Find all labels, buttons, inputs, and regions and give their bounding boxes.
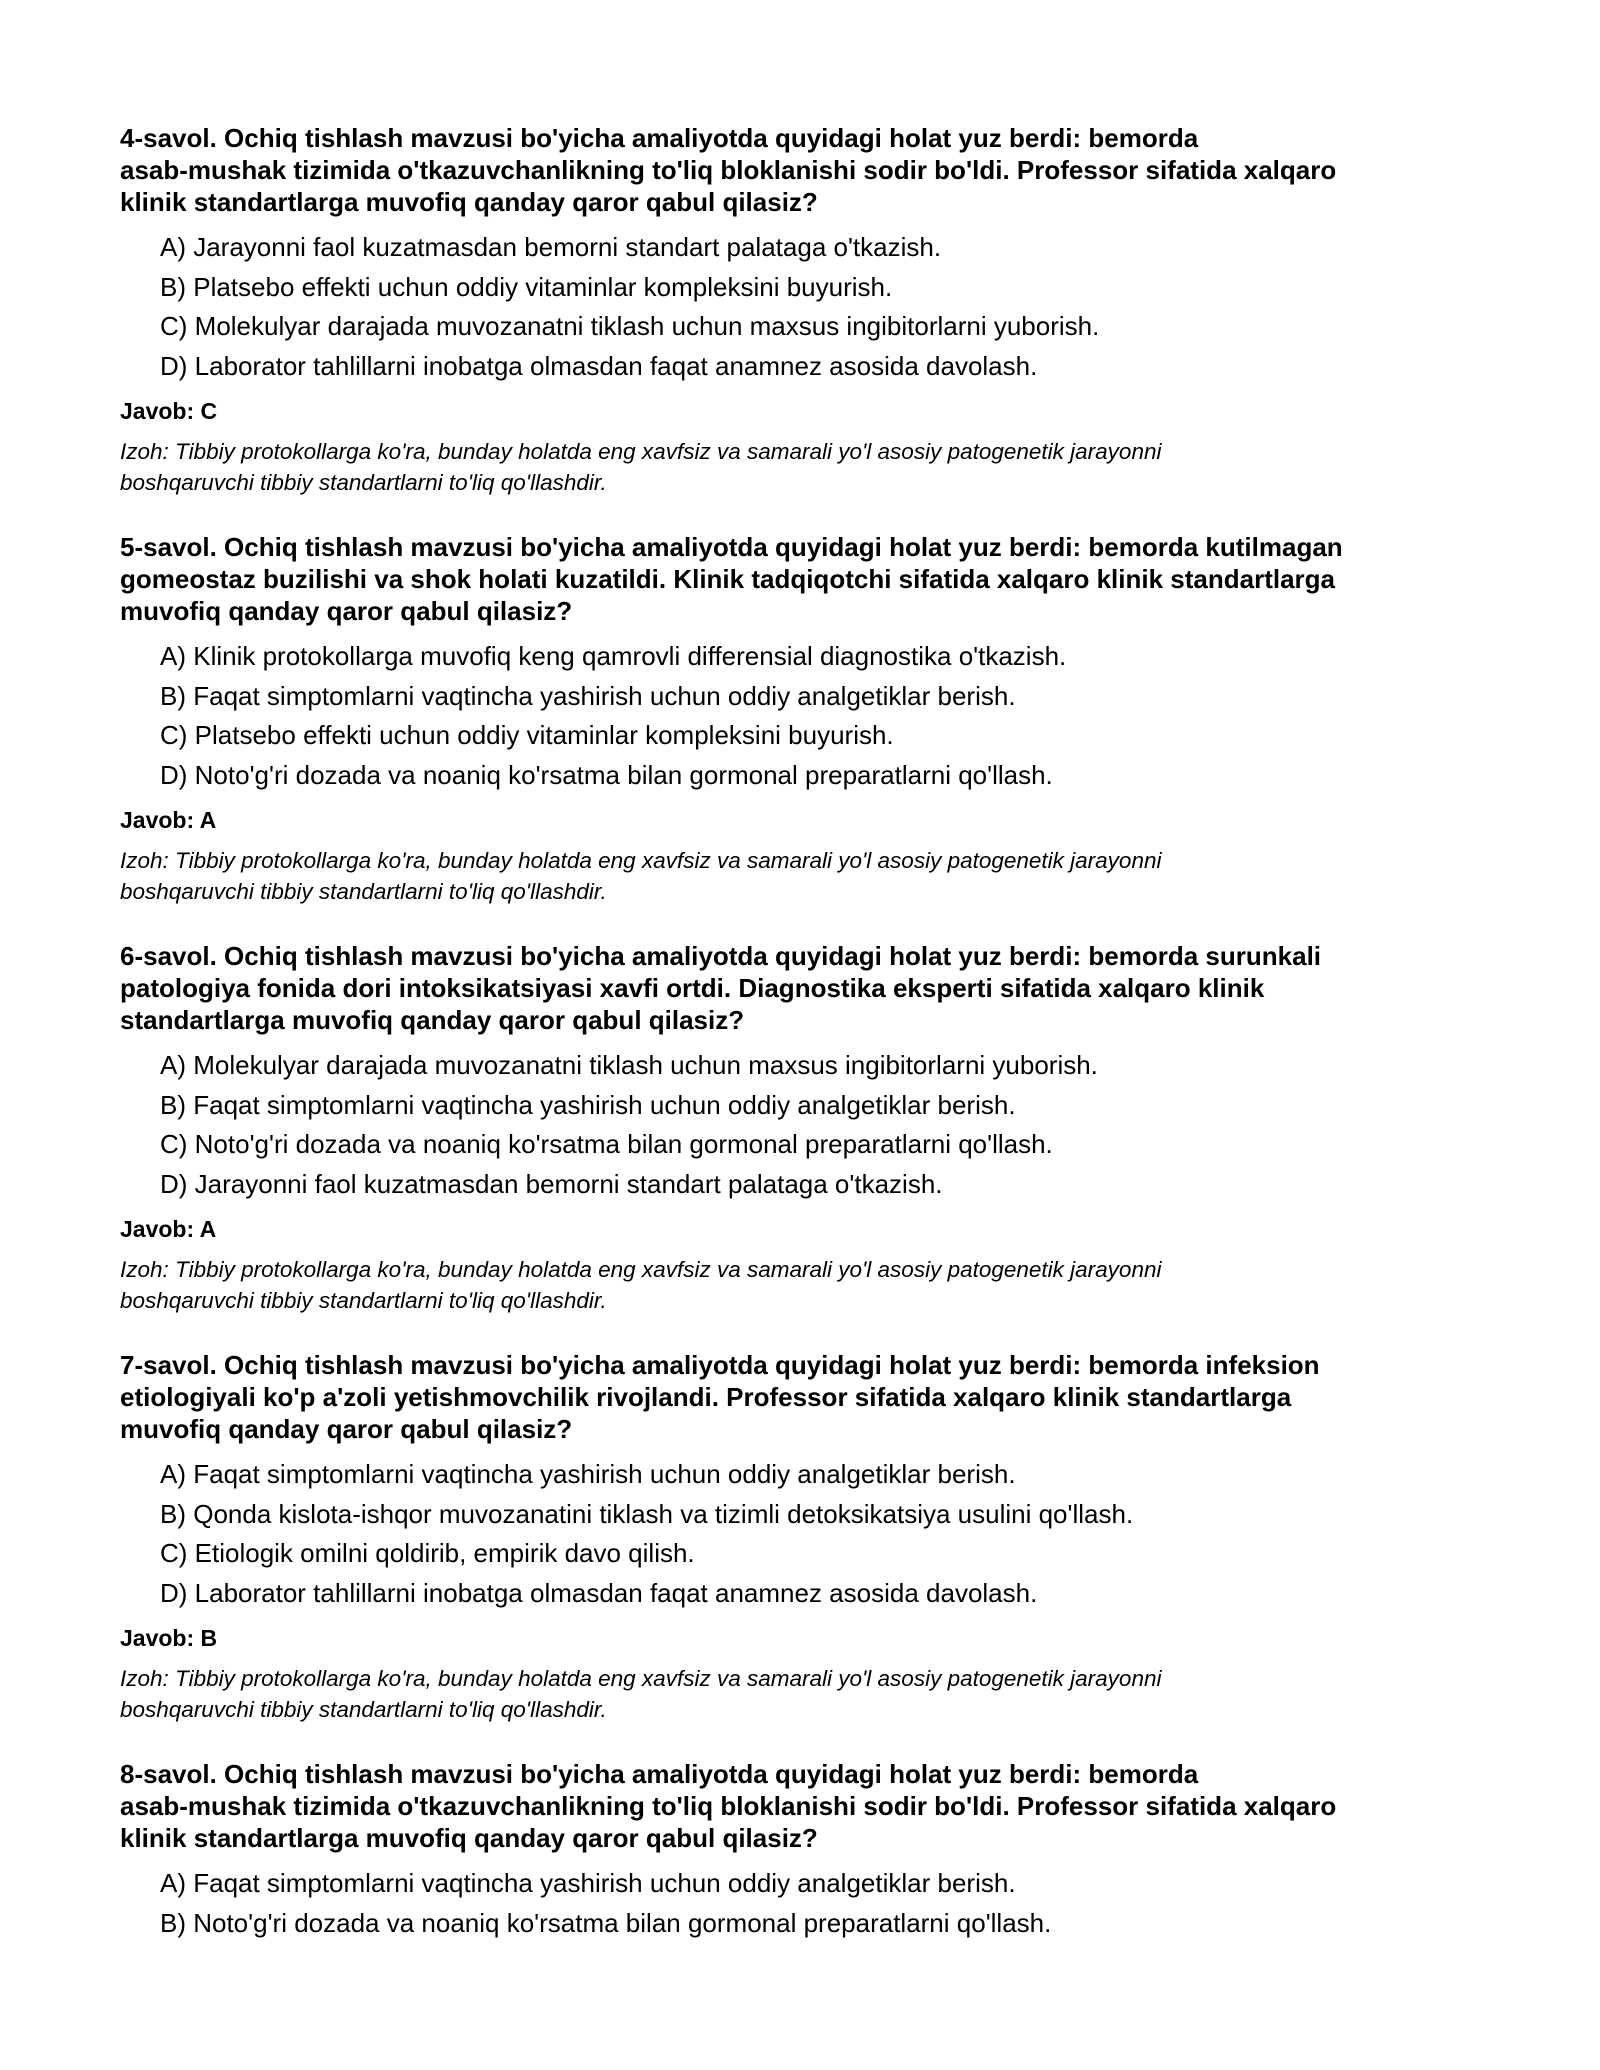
question-text bbox=[120, 531, 1500, 627]
comment-text bbox=[120, 436, 1380, 498]
option-a: A) Faqat simptomlarni vaqtincha yashirish uchun oddiy analgetiklar berish. bbox=[160, 1459, 1016, 1489]
question-text-line: 8-savol. Ochiq tishlash mavzusi bo'yicha amaliyotda quyidagi holat yuz berdi: bemorda bbox=[120, 1759, 1199, 1789]
question-text bbox=[120, 1758, 1500, 1854]
comment-line: Izoh: Tibbiy protokollarga ko'ra, bunday holatda eng xavfsiz va samarali yo'l asosiy patogenetik jarayonni bbox=[120, 1257, 1162, 1282]
question-text bbox=[120, 122, 1500, 218]
option-d: D) Laborator tahlillarni inobatga olmasdan faqat anamnez asosida davolash. bbox=[160, 1577, 1038, 1608]
question-text-line: muvofiq qanday qaror qabul qilasiz? bbox=[120, 1414, 573, 1444]
options-list bbox=[160, 1455, 1500, 1613]
comment-text bbox=[120, 845, 1380, 907]
option-b: B) Faqat simptomlarni vaqtincha yashirish uchun oddiy analgetiklar berish. bbox=[160, 1089, 1016, 1120]
question-block bbox=[120, 122, 1500, 498]
option-b: B) Noto'g'ri dozada va noaniq ko'rsatma bilan gormonal preparatlarni qo'llash. bbox=[160, 1907, 1052, 1938]
comment-line: boshqaruvchi tibbiy standartlarni to'liq qo'llashdir. bbox=[120, 879, 607, 904]
option-d: D) Laborator tahlillarni inobatga olmasdan faqat anamnez asosida davolash. bbox=[160, 350, 1038, 381]
question-text-line: klinik standartlarga muvofiq qanday qaror qabul qilasiz? bbox=[120, 187, 818, 217]
comment-line: boshqaruvchi tibbiy standartlarni to'liq qo'llashdir. bbox=[120, 1288, 607, 1313]
option-a: A) Jarayonni faol kuzatmasdan bemorni standart palataga o'tkazish. bbox=[160, 232, 942, 262]
question-text bbox=[120, 940, 1500, 1036]
question-text-line: etiologiyali ko'p a'zoli yetishmovchilik rivojlandi. Professor sifatida xalqaro klinik standartlarga bbox=[120, 1382, 1292, 1412]
option-c: C) Etiologik omilni qoldirib, empirik davo qilish. bbox=[160, 1538, 695, 1568]
question-block bbox=[120, 940, 1500, 1316]
comment-line: boshqaruvchi tibbiy standartlarni to'liq qo'llashdir. bbox=[120, 470, 607, 495]
option-c: C) Noto'g'ri dozada va noaniq ko'rsatma bilan gormonal preparatlarni qo'llash. bbox=[160, 1129, 1053, 1159]
comment-line: Izoh: Tibbiy protokollarga ko'ra, bunday holatda eng xavfsiz va samarali yo'l asosiy patogenetik jarayonni bbox=[120, 439, 1162, 464]
question-text-line: 7-savol. Ochiq tishlash mavzusi bo'yicha amaliyotda quyidagi holat yuz berdi: bemorda infeksion bbox=[120, 1350, 1320, 1380]
options-list bbox=[160, 1046, 1500, 1204]
question-text-line: asab-mushak tizimida o'tkazuvchanlikning to'liq bloklanishi sodir bo'ldi. Professor sifatida xalqaro bbox=[120, 155, 1337, 185]
option-a: A) Molekulyar darajada muvozanatni tiklash uchun maxsus ingibitorlarni yuborish. bbox=[160, 1050, 1098, 1080]
question-block bbox=[120, 1349, 1500, 1725]
option-b: B) Platsebo effekti uchun oddiy vitaminlar kompleksini buyurish. bbox=[160, 271, 893, 302]
option-a: A) Faqat simptomlarni vaqtincha yashirish uchun oddiy analgetiklar berish. bbox=[160, 1868, 1016, 1898]
options-list bbox=[160, 637, 1500, 795]
question-text-line: klinik standartlarga muvofiq qanday qaror qabul qilasiz? bbox=[120, 1823, 818, 1853]
comment-line: Izoh: Tibbiy protokollarga ko'ra, bunday holatda eng xavfsiz va samarali yo'l asosiy patogenetik jarayonni bbox=[120, 1666, 1162, 1691]
question-text bbox=[120, 1349, 1500, 1445]
comment-line: boshqaruvchi tibbiy standartlarni to'liq qo'llashdir. bbox=[120, 1697, 607, 1722]
question-text-line: patologiya fonida dori intoksikatsiyasi xavfi ortdi. Diagnostika eksperti sifatida xalqaro klinik bbox=[120, 973, 1265, 1003]
answer-label: Javob: A bbox=[120, 807, 217, 833]
option-c: C) Molekulyar darajada muvozanatni tiklash uchun maxsus ingibitorlarni yuborish. bbox=[160, 311, 1100, 341]
question-block bbox=[120, 1758, 1500, 1943]
question-text-line: standartlarga muvofiq qanday qaror qabul qilasiz? bbox=[120, 1005, 745, 1035]
comment-text bbox=[120, 1254, 1380, 1316]
question-text-line: 4-savol. Ochiq tishlash mavzusi bo'yicha amaliyotda quyidagi holat yuz berdi: bemorda bbox=[120, 123, 1199, 153]
comment-line: Izoh: Tibbiy protokollarga ko'ra, bunday holatda eng xavfsiz va samarali yo'l asosiy patogenetik jarayonni bbox=[120, 848, 1162, 873]
question-text-line: 6-savol. Ochiq tishlash mavzusi bo'yicha amaliyotda quyidagi holat yuz berdi: bemorda surunkali bbox=[120, 941, 1322, 971]
option-b: B) Qonda kislota-ishqor muvozanatini tiklash va tizimli detoksikatsiya usulini qo'llash. bbox=[160, 1498, 1134, 1529]
question-text-line: gomeostaz buzilishi va shok holati kuzatildi. Klinik tadqiqotchi sifatida xalqaro klinik standartlarga bbox=[120, 564, 1336, 594]
options-list bbox=[160, 228, 1500, 386]
question-text-line: 5-savol. Ochiq tishlash mavzusi bo'yicha amaliyotda quyidagi holat yuz berdi: bemorda kutilmagan bbox=[120, 532, 1343, 562]
options-list bbox=[160, 1864, 1500, 1943]
option-d: D) Noto'g'ri dozada va noaniq ko'rsatma bilan gormonal preparatlarni qo'llash. bbox=[160, 759, 1053, 790]
option-d: D) Jarayonni faol kuzatmasdan bemorni standart palataga o'tkazish. bbox=[160, 1168, 943, 1199]
option-b: B) Faqat simptomlarni vaqtincha yashirish uchun oddiy analgetiklar berish. bbox=[160, 680, 1016, 711]
option-a: A) Klinik protokollarga muvofiq keng qamrovli differensial diagnostika o'tkazish. bbox=[160, 641, 1067, 671]
answer-label: Javob: C bbox=[120, 398, 218, 424]
answer-label: Javob: A bbox=[120, 1216, 217, 1242]
question-text-line: asab-mushak tizimida o'tkazuvchanlikning to'liq bloklanishi sodir bo'ldi. Professor sifatida xalqaro bbox=[120, 1791, 1337, 1821]
question-block bbox=[120, 531, 1500, 907]
option-c: C) Platsebo effekti uchun oddiy vitaminlar kompleksini buyurish. bbox=[160, 720, 894, 750]
question-text-line: muvofiq qanday qaror qabul qilasiz? bbox=[120, 596, 573, 626]
answer-label: Javob: B bbox=[120, 1625, 218, 1651]
comment-text bbox=[120, 1663, 1380, 1725]
